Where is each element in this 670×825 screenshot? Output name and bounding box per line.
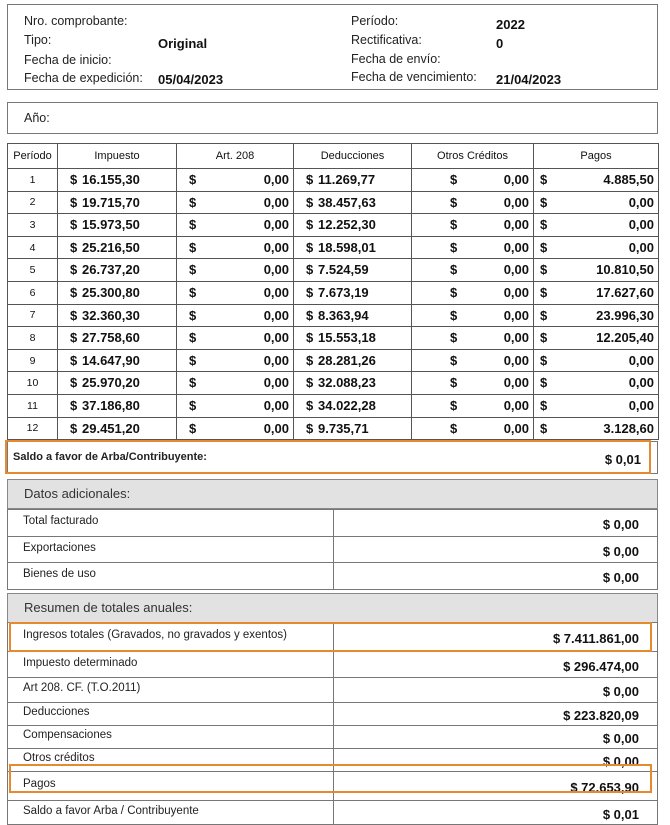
amount: 25.970,20 xyxy=(82,375,140,391)
currency-symbol: $ xyxy=(306,217,314,233)
summary-label: Art 208. CF. (T.O.2011) xyxy=(23,682,141,694)
tipo-value: Original xyxy=(158,36,208,51)
table-row xyxy=(8,327,659,350)
currency-symbol: $ xyxy=(450,307,458,323)
currency-symbol: $ xyxy=(70,375,78,391)
amount: 28.281,26 xyxy=(318,352,376,368)
amount: 29.451,20 xyxy=(82,420,140,436)
summary-label: Pagos xyxy=(23,778,56,790)
cell-pagos xyxy=(534,349,659,372)
summary-row xyxy=(8,510,657,537)
cell-otros-creditos xyxy=(412,394,534,417)
currency-symbol: $ xyxy=(540,194,548,210)
table-row xyxy=(8,214,659,237)
currency-symbol: $ xyxy=(540,420,548,436)
summary-row xyxy=(8,678,657,703)
cell-art-208 xyxy=(177,394,294,417)
column-divider xyxy=(333,726,334,748)
cell-otros-creditos xyxy=(412,304,534,327)
saldo-highlight xyxy=(5,440,651,474)
column-header-art-208: Art. 208 xyxy=(177,144,294,169)
currency-symbol: $ xyxy=(450,217,458,233)
datos-adicionales-header: Datos adicionales: xyxy=(7,479,658,509)
column-divider xyxy=(333,537,334,562)
cell-deducciones xyxy=(294,191,412,214)
table-row xyxy=(8,169,659,192)
currency-symbol: $ xyxy=(450,330,458,346)
table-row xyxy=(8,372,659,395)
currency-symbol: $ xyxy=(306,375,314,391)
amount: 34.022,28 xyxy=(318,397,376,413)
amount: 0,00 xyxy=(263,284,289,300)
amount: 32.360,30 xyxy=(82,307,140,323)
currency-symbol: $ xyxy=(306,284,314,300)
currency-symbol: $ xyxy=(189,239,197,255)
period-number: 5 xyxy=(8,259,58,282)
rectificativa-label: Rectificativa: xyxy=(351,33,422,47)
currency-symbol: $ xyxy=(450,284,458,300)
currency-symbol: $ xyxy=(450,172,458,187)
column-header-impuesto: Impuesto xyxy=(58,144,177,169)
cell-impuesto xyxy=(58,372,177,395)
summary-label: Saldo a favor Arba / Contribuyente xyxy=(23,805,199,817)
currency-symbol: $ xyxy=(189,397,197,413)
cell-pagos xyxy=(534,259,659,282)
periods-table xyxy=(7,143,659,440)
amount: 18.598,01 xyxy=(318,239,376,255)
ingresos-highlight xyxy=(9,622,652,652)
column-header-pagos: Pagos xyxy=(534,144,659,169)
column-divider xyxy=(333,801,334,824)
amount: 0,00 xyxy=(628,239,654,255)
column-header-periodo: Período xyxy=(8,144,58,169)
cell-deducciones xyxy=(294,417,412,440)
amount: 0,00 xyxy=(263,194,289,210)
amount: 16.155,30 xyxy=(82,172,140,187)
column-divider xyxy=(333,678,334,702)
currency-symbol: $ xyxy=(189,330,197,346)
amount: 0,00 xyxy=(503,420,529,436)
nro-comprobante-label: Nro. comprobante: xyxy=(24,14,128,28)
cell-pagos xyxy=(534,417,659,440)
cell-pagos xyxy=(534,169,659,192)
summary-value: $ 0,01 xyxy=(602,807,639,822)
cell-art-208 xyxy=(177,169,294,192)
amount: 0,00 xyxy=(628,217,654,233)
cell-otros-creditos xyxy=(412,236,534,259)
currency-symbol: $ xyxy=(70,217,78,233)
currency-symbol: $ xyxy=(450,262,458,278)
column-divider xyxy=(333,510,334,536)
datos-adicionales-panel xyxy=(7,509,658,590)
currency-symbol: $ xyxy=(450,375,458,391)
column-header-otros-creditos: Otros Créditos xyxy=(412,144,534,169)
currency-symbol: $ xyxy=(70,420,78,436)
summary-row xyxy=(8,726,657,749)
summary-label: Exportaciones xyxy=(23,542,96,554)
cell-otros-creditos xyxy=(412,417,534,440)
column-header-deducciones: Deducciones xyxy=(294,144,412,169)
cell-impuesto xyxy=(58,191,177,214)
amount: 8.363,94 xyxy=(318,307,369,323)
cell-impuesto xyxy=(58,281,177,304)
cell-impuesto xyxy=(58,394,177,417)
cell-impuesto xyxy=(58,214,177,237)
table-row xyxy=(8,349,659,372)
cell-pagos xyxy=(534,327,659,350)
amount: 0,00 xyxy=(503,307,529,323)
currency-symbol: $ xyxy=(306,420,314,436)
period-number: 4 xyxy=(8,236,58,259)
cell-deducciones xyxy=(294,214,412,237)
currency-symbol: $ xyxy=(189,194,197,210)
summary-label: Total facturado xyxy=(23,515,99,527)
fecha-expedicion-label: Fecha de expedición: xyxy=(24,71,143,85)
cell-art-208 xyxy=(177,417,294,440)
currency-symbol: $ xyxy=(70,397,78,413)
amount: 0,00 xyxy=(503,284,529,300)
amount: 0,00 xyxy=(628,352,654,368)
cell-deducciones xyxy=(294,304,412,327)
amount: 0,00 xyxy=(503,239,529,255)
amount: 0,00 xyxy=(503,375,529,391)
amount: 0,00 xyxy=(263,217,289,233)
amount: 11.269,77 xyxy=(318,172,376,187)
amount: 0,00 xyxy=(263,330,289,346)
fecha-envio-label: Fecha de envío: xyxy=(351,52,441,66)
summary-label: Otros créditos xyxy=(23,752,95,764)
table-row xyxy=(8,259,659,282)
currency-symbol: $ xyxy=(540,172,548,187)
cell-pagos xyxy=(534,214,659,237)
cell-otros-creditos xyxy=(412,191,534,214)
cell-pagos xyxy=(534,281,659,304)
amount: 0,00 xyxy=(263,172,289,187)
currency-symbol: $ xyxy=(306,172,314,187)
currency-symbol: $ xyxy=(189,420,197,436)
cell-deducciones xyxy=(294,281,412,304)
table-row xyxy=(8,394,659,417)
anio-label: Año: xyxy=(24,111,50,125)
table-row xyxy=(8,281,659,304)
currency-symbol: $ xyxy=(189,217,197,233)
cell-impuesto xyxy=(58,259,177,282)
cell-art-208 xyxy=(177,304,294,327)
currency-symbol: $ xyxy=(540,262,548,278)
period-number: 10 xyxy=(8,372,58,395)
table-header-row xyxy=(8,144,659,169)
cell-deducciones xyxy=(294,259,412,282)
cell-deducciones xyxy=(294,169,412,192)
cell-art-208 xyxy=(177,327,294,350)
amount: 7.524,59 xyxy=(318,262,369,278)
amount: 12.205,40 xyxy=(596,330,654,346)
summary-value: $ 0,00 xyxy=(602,570,639,585)
cell-art-208 xyxy=(177,281,294,304)
period-number: 1 xyxy=(8,169,58,192)
period-number: 12 xyxy=(8,417,58,440)
currency-symbol: $ xyxy=(306,239,314,255)
cell-impuesto xyxy=(58,327,177,350)
amount: 4.885,50 xyxy=(603,172,654,187)
amount: 38.457,63 xyxy=(318,194,376,210)
amount: 0,00 xyxy=(503,397,529,413)
table-row xyxy=(8,191,659,214)
table-row xyxy=(8,417,659,440)
summary-row xyxy=(8,703,657,726)
currency-symbol: $ xyxy=(540,375,548,391)
summary-row xyxy=(8,537,657,563)
period-number: 8 xyxy=(8,327,58,350)
amount: 0,00 xyxy=(263,375,289,391)
summary-label: Impuesto determinado xyxy=(23,657,138,669)
currency-symbol: $ xyxy=(189,352,197,368)
cell-impuesto xyxy=(58,169,177,192)
amount: 0,00 xyxy=(263,397,289,413)
currency-symbol: $ xyxy=(540,307,548,323)
amount: 7.673,19 xyxy=(318,284,369,300)
cell-art-208 xyxy=(177,191,294,214)
amount: 3.128,60 xyxy=(603,420,654,436)
currency-symbol: $ xyxy=(189,284,197,300)
amount: 0,00 xyxy=(263,239,289,255)
cell-otros-creditos xyxy=(412,327,534,350)
currency-symbol: $ xyxy=(70,330,78,346)
resumen-header: Resumen de totales anuales: xyxy=(7,593,658,623)
tipo-label: Tipo: xyxy=(24,33,52,47)
amount: 32.088,23 xyxy=(318,375,376,391)
currency-symbol: $ xyxy=(306,194,314,210)
amount: 15.973,50 xyxy=(82,217,140,233)
amount: 37.186,80 xyxy=(82,397,140,413)
amount: 23.996,30 xyxy=(596,307,654,323)
summary-row xyxy=(8,563,657,589)
amount: 0,00 xyxy=(503,217,529,233)
amount: 9.735,71 xyxy=(318,420,369,436)
fecha-vencimiento-value: 21/04/2023 xyxy=(496,72,562,87)
periodo-label: Período: xyxy=(351,14,399,28)
summary-row xyxy=(8,801,657,824)
cell-deducciones xyxy=(294,394,412,417)
currency-symbol: $ xyxy=(70,307,78,323)
currency-symbol: $ xyxy=(306,262,314,278)
amount: 0,00 xyxy=(263,352,289,368)
currency-symbol: $ xyxy=(306,330,314,346)
amount: 0,00 xyxy=(263,262,289,278)
summary-value: $ 7.411.861,00 xyxy=(552,631,639,646)
amount: 26.737,20 xyxy=(82,262,140,278)
period-number: 9 xyxy=(8,349,58,372)
currency-symbol: $ xyxy=(540,217,548,233)
table-row xyxy=(8,304,659,327)
cell-art-208 xyxy=(177,349,294,372)
currency-symbol: $ xyxy=(70,284,78,300)
table-row xyxy=(8,236,659,259)
cell-art-208 xyxy=(177,259,294,282)
period-number: 2 xyxy=(8,191,58,214)
period-number: 3 xyxy=(8,214,58,237)
cell-impuesto xyxy=(58,304,177,327)
amount: 25.300,80 xyxy=(82,284,140,300)
fecha-expedicion-value: 05/04/2023 xyxy=(158,72,224,87)
currency-symbol: $ xyxy=(540,352,548,368)
amount: 0,00 xyxy=(503,194,529,210)
currency-symbol: $ xyxy=(540,239,548,255)
cell-otros-creditos xyxy=(412,214,534,237)
amount: 0,00 xyxy=(503,330,529,346)
column-divider xyxy=(333,703,334,725)
amount: 0,00 xyxy=(503,172,529,187)
fecha-inicio-label: Fecha de inicio: xyxy=(24,53,112,67)
cell-deducciones xyxy=(294,236,412,259)
summary-row xyxy=(8,652,657,678)
currency-symbol: $ xyxy=(450,352,458,368)
cell-otros-creditos xyxy=(412,169,534,192)
amount: 15.553,18 xyxy=(318,330,376,346)
cell-pagos xyxy=(534,394,659,417)
currency-symbol: $ xyxy=(70,262,78,278)
cell-art-208 xyxy=(177,372,294,395)
currency-symbol: $ xyxy=(70,352,78,368)
amount: 17.627,60 xyxy=(596,284,654,300)
cell-otros-creditos xyxy=(412,281,534,304)
cell-pagos xyxy=(534,304,659,327)
summary-value: $ 0,00 xyxy=(602,754,639,769)
amount: 14.647,90 xyxy=(82,352,140,368)
summary-label: Bienes de uso xyxy=(23,568,96,580)
cell-impuesto xyxy=(58,349,177,372)
cell-otros-creditos xyxy=(412,349,534,372)
periodo-value: 2022 xyxy=(496,17,525,32)
currency-symbol: $ xyxy=(306,352,314,368)
cell-art-208 xyxy=(177,214,294,237)
cell-impuesto xyxy=(58,236,177,259)
anio-panel xyxy=(7,102,658,134)
summary-label: Compensaciones xyxy=(23,729,112,741)
currency-symbol: $ xyxy=(450,194,458,210)
currency-symbol: $ xyxy=(70,239,78,255)
currency-symbol: $ xyxy=(70,194,78,210)
amount: 27.758,60 xyxy=(82,330,140,346)
saldo-label: Saldo a favor de Arba/Contribuyente: xyxy=(13,451,207,463)
cell-pagos xyxy=(534,191,659,214)
cell-otros-creditos xyxy=(412,372,534,395)
currency-symbol: $ xyxy=(540,284,548,300)
summary-value: $ 72.653,90 xyxy=(570,780,639,795)
cell-impuesto xyxy=(58,417,177,440)
summary-value: $ 296.474,00 xyxy=(563,659,639,674)
amount: 0,00 xyxy=(263,307,289,323)
currency-symbol: $ xyxy=(306,397,314,413)
summary-value: $ 223.820,09 xyxy=(563,708,639,723)
amount: 0,00 xyxy=(503,262,529,278)
amount: 0,00 xyxy=(628,194,654,210)
currency-symbol: $ xyxy=(70,172,78,187)
cell-pagos xyxy=(534,372,659,395)
column-divider xyxy=(333,563,334,589)
summary-label: Deducciones xyxy=(23,706,90,718)
header-panel xyxy=(7,4,658,90)
amount: 12.252,30 xyxy=(318,217,376,233)
amount: 0,00 xyxy=(628,375,654,391)
cell-deducciones xyxy=(294,349,412,372)
cell-pagos xyxy=(534,236,659,259)
summary-value: $ 0,00 xyxy=(602,731,639,746)
currency-symbol: $ xyxy=(189,307,197,323)
summary-value: $ 0,00 xyxy=(602,517,639,532)
currency-symbol: $ xyxy=(189,172,197,187)
cell-otros-creditos xyxy=(412,259,534,282)
period-number: 7 xyxy=(8,304,58,327)
currency-symbol: $ xyxy=(540,330,548,346)
currency-symbol: $ xyxy=(450,397,458,413)
period-number: 6 xyxy=(8,281,58,304)
column-divider xyxy=(333,652,334,677)
currency-symbol: $ xyxy=(189,262,197,278)
currency-symbol: $ xyxy=(540,397,548,413)
currency-symbol: $ xyxy=(189,375,197,391)
summary-value: $ 0,00 xyxy=(602,544,639,559)
amount: 10.810,50 xyxy=(596,262,654,278)
amount: 0,00 xyxy=(503,352,529,368)
cell-deducciones xyxy=(294,327,412,350)
summary-label: Ingresos totales (Gravados, no gravados y exentos) xyxy=(23,629,288,641)
saldo-value: $ 0,01 xyxy=(604,452,641,467)
currency-symbol: $ xyxy=(450,420,458,436)
period-number: 11 xyxy=(8,394,58,417)
amount: 25.216,50 xyxy=(82,239,140,255)
cell-deducciones xyxy=(294,372,412,395)
resumen-panel xyxy=(7,622,658,825)
summary-value: $ 0,00 xyxy=(602,684,639,699)
amount: 0,00 xyxy=(628,397,654,413)
rectificativa-value: 0 xyxy=(496,36,504,51)
fecha-vencimiento-label: Fecha de vencimiento: xyxy=(351,70,477,84)
currency-symbol: $ xyxy=(306,307,314,323)
amount: 19.715,70 xyxy=(82,194,140,210)
pagos-highlight xyxy=(9,764,652,793)
amount: 0,00 xyxy=(263,420,289,436)
cell-art-208 xyxy=(177,236,294,259)
currency-symbol: $ xyxy=(450,239,458,255)
